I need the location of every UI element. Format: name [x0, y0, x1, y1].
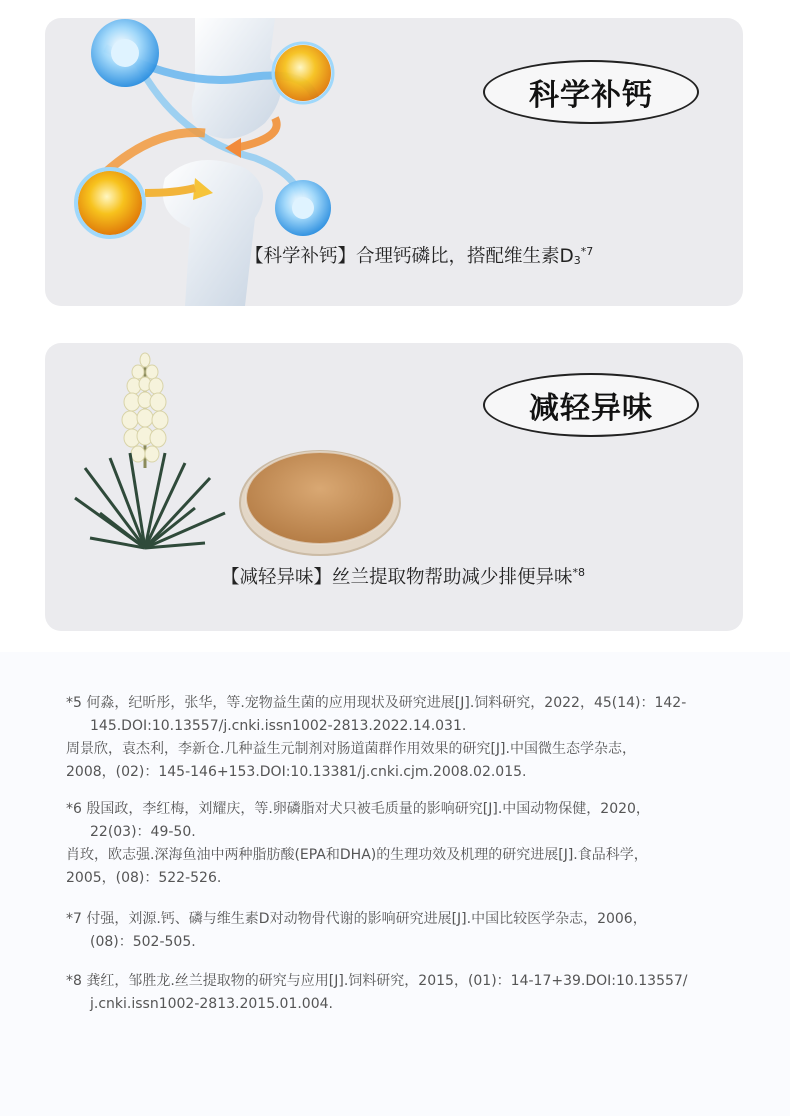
- reference-line: j.cnki.issn1002-2813.2015.01.004.: [90, 996, 333, 1012]
- odor-card: [45, 343, 743, 631]
- calcium-card: [45, 18, 743, 306]
- calcium-caption-subscript: 3: [573, 254, 581, 267]
- reference-8: [66, 970, 746, 1016]
- calcium-badge-text: 科学补钙: [529, 78, 653, 113]
- odor-badge-text: 减轻异味: [529, 391, 653, 426]
- reference-5: [66, 692, 746, 784]
- reference-line: *5 何淼，纪昕彤，张华，等.宠物益生菌的应用现状及研究进展[J].饲料研究，2022，45(14)：142-: [66, 695, 687, 711]
- reference-6: [66, 798, 746, 890]
- reference-line: *8 龚红，邹胜龙.丝兰提取物的研究与应用[J].饲料研究，2015，(01)：14-17+39.DOI:10.13557/: [66, 973, 688, 989]
- calcium-badge: [483, 60, 699, 124]
- odor-caption-note: *8: [572, 566, 586, 579]
- reference-line: 2008，(02)：145-146+153.DOI:10.13381/j.cnki.cjm.2008.02.015.: [66, 764, 527, 780]
- reference-line: *6 殷国政，李红梅，刘耀庆，等.卵磷脂对犬只被毛质量的影响研究[J].中国动物保健，2020，: [66, 801, 650, 817]
- reference-line: 肖玫，欧志强.深海鱼油中两种脂肪酸(EPA和DHA)的生理功效及机理的研究进展[J].食品科学，: [66, 847, 648, 863]
- reference-line: *7 付强，刘源.钙、磷与维生素D对动物骨代谢的影响研究进展[J].中国比较医学杂志，2006，: [66, 911, 647, 927]
- powder-dish-illustration: [235, 438, 405, 558]
- calcium-caption: [245, 242, 593, 268]
- reference-line: 周景欣，袁杰利，李新仓.几种益生元制剂对肠道菌群作用效果的研究[J].中国微生态学杂志，: [66, 741, 636, 757]
- odor-caption: [221, 563, 585, 589]
- reference-line: 145.DOI:10.13557/j.cnki.issn1002-2813.2022.14.031.: [90, 718, 467, 734]
- odor-badge: [483, 373, 699, 437]
- references-section: [0, 652, 790, 1116]
- reference-line: (08)：502-505.: [90, 934, 196, 950]
- calcium-caption-note: *7: [580, 245, 594, 258]
- reference-7: [66, 908, 746, 954]
- yucca-plant-illustration: [70, 348, 250, 558]
- calcium-caption-text: 【科学补钙】合理钙磷比，搭配维生素D: [245, 246, 574, 267]
- reference-line: 22(03)：49-50.: [90, 824, 196, 840]
- odor-caption-text: 【减轻异味】丝兰提取物帮助减少排便异味: [221, 567, 573, 588]
- reference-line: 2005，(08)：522-526.: [66, 870, 222, 886]
